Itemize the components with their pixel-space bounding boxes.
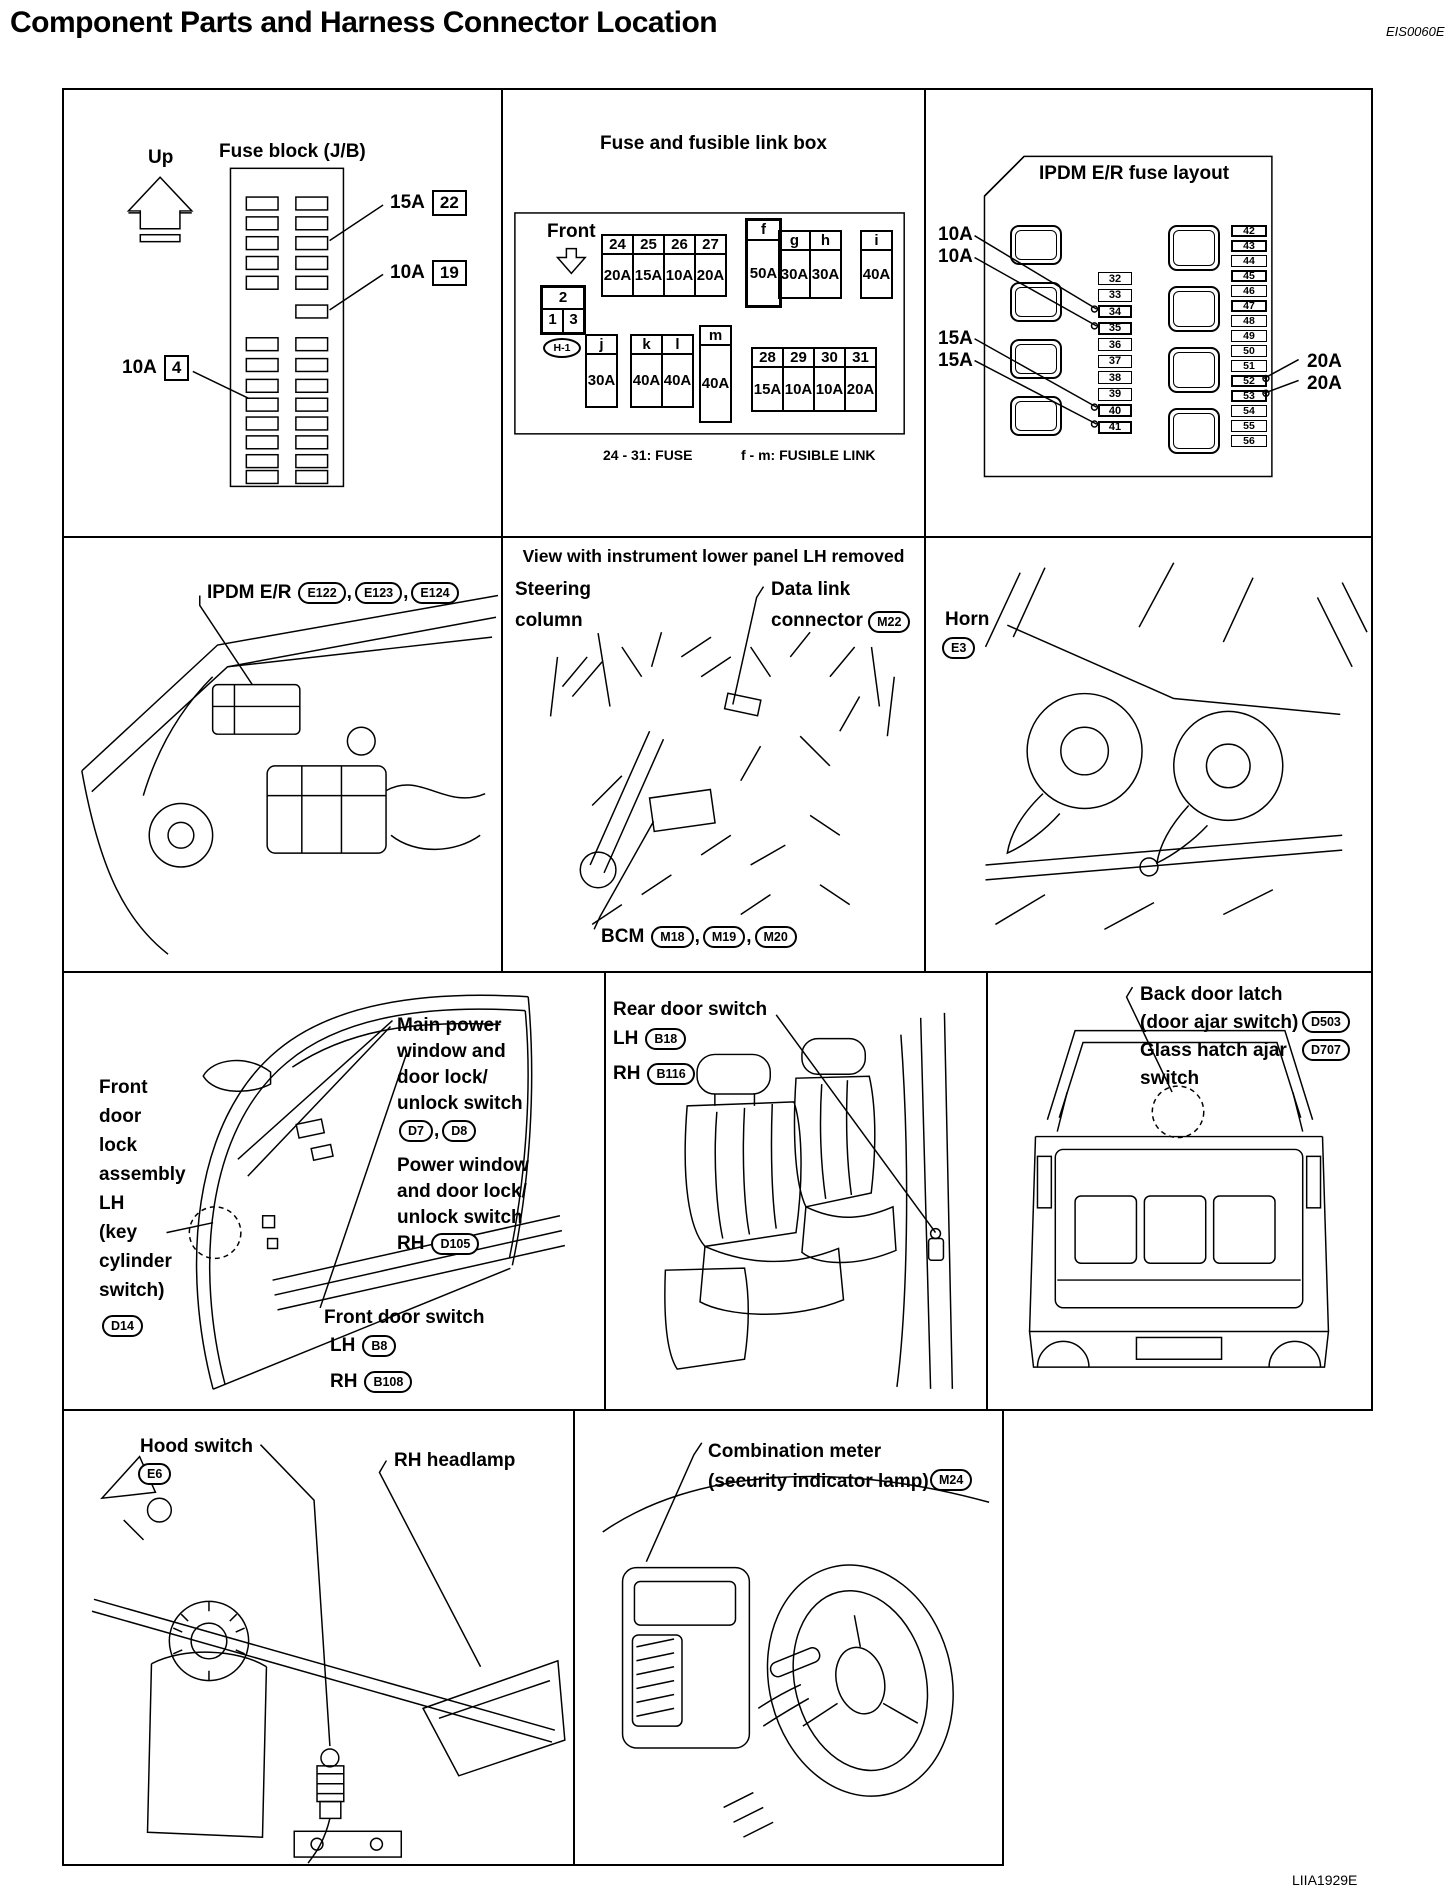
fuse-block-title: Fuse block (J/B) — [219, 141, 366, 162]
ipdm-fuse: 54 — [1231, 405, 1267, 417]
ipdm-fuse: 55 — [1231, 420, 1267, 432]
ipdm-relay-column-2 — [1168, 225, 1220, 469]
connector-badge: D707 — [1302, 1039, 1350, 1061]
fuse-cell: 29 10A — [782, 347, 815, 412]
fuse-cell: 24 20A — [601, 234, 634, 297]
ipdm-fuse: 38 — [1098, 371, 1132, 384]
front-arrow-icon — [557, 249, 585, 274]
connector-badge: D105 — [431, 1233, 479, 1255]
panel-ipdm-fuse-layout — [924, 88, 1373, 538]
fusible-links-k-l — [632, 334, 694, 408]
connector-badges — [298, 582, 458, 604]
relay-slot — [1168, 408, 1220, 454]
ipdm-fuse: 35 — [1098, 322, 1132, 335]
fuse-cell: 31 20A — [844, 347, 877, 412]
relay-slot — [1010, 282, 1062, 322]
fuse-cell: 27 20A — [694, 234, 727, 297]
ipdm-mid-fuses — [1098, 272, 1132, 437]
connector-badge-wrap — [411, 582, 458, 604]
connector-badge: M18 — [651, 926, 693, 948]
ipdm-fuse: 34 — [1098, 305, 1132, 318]
combination-meter-label: Combination meter (security indicator lamp) — [708, 1441, 929, 1492]
up-label: Up — [148, 147, 174, 168]
fuse-cell: h 30A — [809, 230, 842, 299]
panel-back-door — [986, 971, 1373, 1411]
connector-badge: D503 — [1302, 1011, 1350, 1033]
connector-badge-wrap — [298, 582, 354, 604]
ipdm-fuse: 33 — [1098, 289, 1132, 302]
fuse-cell: l 40A — [661, 334, 694, 408]
panel-fuse-link-box — [501, 88, 926, 538]
power-window-rh-label: Power window and door lock/ unlock switch — [397, 1155, 529, 1228]
ipdm-fuse: 42 — [1231, 225, 1267, 237]
rear-door-switch-label: Rear door switch — [613, 999, 768, 1020]
fusible-link-m: m 40A — [699, 325, 732, 423]
rear-door-switch-rh: RH B116 — [613, 1063, 695, 1085]
latch-location-marker — [1152, 1086, 1203, 1137]
relay-slot — [1168, 286, 1220, 332]
ipdm-fuse: 47 — [1231, 300, 1267, 312]
amp-value: 10A — [122, 356, 157, 378]
rh-headlamp-label: RH headlamp — [394, 1450, 516, 1471]
panel-fuse-block — [62, 88, 503, 538]
relay-slot — [1010, 339, 1062, 379]
up-arrow-icon — [128, 177, 191, 241]
connector-badge: E6 — [138, 1463, 171, 1485]
rear-door-switch-part — [929, 1239, 944, 1261]
ipdm-fuse: 49 — [1231, 330, 1267, 342]
ipdm-layout-drawing — [926, 90, 1371, 536]
doc-code: EIS0060E — [1386, 24, 1445, 39]
steering-column-label: Steering column — [515, 579, 592, 631]
connector-badge-wrap — [442, 1120, 476, 1142]
connector-badge: M24 — [930, 1469, 972, 1491]
connector-badge: D8 — [442, 1120, 476, 1142]
ipdm-fuse: 53 — [1231, 390, 1267, 402]
fuse-link-box-title: Fuse and fusible link box — [600, 133, 827, 154]
connector-badge-wrap — [399, 1120, 442, 1142]
amp-callout: 10A — [938, 224, 973, 245]
fusible-link-f: f 50A — [745, 218, 782, 308]
panel-ipdm-location — [62, 536, 503, 973]
connector-badge-wrap — [703, 926, 755, 948]
fusible-links-g-h — [780, 230, 842, 299]
connector-badge: D14 — [102, 1315, 143, 1337]
ipdm-fuse: 56 — [1231, 435, 1267, 447]
fuse-cell: 25 15A — [632, 234, 665, 297]
ipdm-fuse: 50 — [1231, 345, 1267, 357]
amp-callout: 15A — [938, 350, 973, 371]
fuse-group-28-31 — [753, 347, 877, 412]
callout-fuse-4 — [122, 355, 189, 381]
ipdm-fuse: 36 — [1098, 338, 1132, 351]
rear-door-switch-lh: LH B18 — [613, 1028, 686, 1050]
fuse-cell: 26 10A — [663, 234, 696, 297]
fuse-cell: k 40A — [630, 334, 663, 408]
ipdm-fuse: 39 — [1098, 388, 1132, 401]
connector-badge: M19 — [703, 926, 745, 948]
connector-badge: M20 — [755, 926, 797, 948]
instrument-view-title: View with instrument lower panel LH removed — [522, 546, 905, 566]
amp-callout: 20A — [1307, 351, 1342, 372]
front-label: Front — [547, 221, 596, 242]
connector-badge: D7 — [399, 1120, 433, 1142]
data-link-connector-label: Data link connector M22 — [771, 574, 910, 636]
power-window-rh-badge: RH D105 — [397, 1233, 479, 1255]
callout-fuse-22 — [390, 190, 467, 216]
main-power-window-badges — [399, 1120, 476, 1142]
front-door-switch-lh: LH B8 — [330, 1335, 396, 1357]
relay-slot — [1168, 225, 1220, 271]
ipdm-fuse: 51 — [1231, 360, 1267, 372]
connector-badge: E124 — [411, 582, 458, 604]
back-door-latch-label-1: Back door latch — [1140, 984, 1283, 1005]
ipdm-relay-column-1 — [1010, 225, 1062, 453]
front-door-switch-label: Front door switch — [324, 1307, 485, 1328]
fuse-number-box: 19 — [432, 260, 467, 286]
fusible-link-j: j 30A — [585, 334, 618, 408]
ipdm-fuse: 37 — [1098, 355, 1132, 368]
relay-slot — [1010, 396, 1062, 436]
ipdm-fuse: 48 — [1231, 315, 1267, 327]
fuse-cell: 28 15A — [751, 347, 784, 412]
glass-hatch-label-2: switch — [1140, 1068, 1200, 1089]
fuse-group-24-27 — [603, 234, 727, 297]
ipdm-fuse: 45 — [1231, 270, 1267, 282]
panel-instrument-view — [501, 536, 926, 973]
connector-badge: B18 — [645, 1028, 686, 1050]
panel-hood-switch — [62, 1409, 575, 1866]
panel-rear-door-switch — [604, 971, 988, 1411]
main-power-window-label: Main power window and door lock/ unlock switch — [397, 1015, 523, 1114]
amp-value: 15A — [390, 191, 425, 213]
ipdm-fuse: 41 — [1098, 421, 1132, 434]
amp-callout: 10A — [938, 246, 973, 267]
connector-badge: B8 — [362, 1335, 396, 1357]
connector-badge: E3 — [942, 637, 975, 659]
glass-hatch-label-1: Glass hatch ajar — [1140, 1040, 1287, 1061]
relay-slot — [1168, 347, 1220, 393]
caption-fuse: 24 - 31: FUSE — [603, 447, 693, 463]
back-door-latch-label-2: (door ajar switch) — [1140, 1012, 1299, 1033]
amp-value: 10A — [390, 261, 425, 283]
ipdm-fuse: 32 — [1098, 272, 1132, 285]
ipdm-fuse: 44 — [1231, 255, 1267, 267]
ipdm-fuse: 43 — [1231, 240, 1267, 252]
ipdm-fuse: 46 — [1231, 285, 1267, 297]
bcm-label: BCM M18 , M19 , M20 — [601, 926, 797, 948]
callout-fuse-19 — [390, 260, 467, 286]
horn-drawing — [926, 538, 1371, 971]
connector-badge: E122 — [298, 582, 345, 604]
connector-badge: M22 — [868, 611, 910, 633]
h1-badge: H-1 — [543, 338, 581, 358]
panel-combination-meter — [573, 1409, 1004, 1866]
caption-fusible-link: f - m: FUSIBLE LINK — [741, 447, 876, 463]
panel-front-door — [62, 971, 606, 1411]
connector-badge: B116 — [647, 1063, 694, 1085]
connector-badge-wrap — [355, 582, 411, 604]
figure-code: LIIA1929E — [1292, 1872, 1358, 1888]
hood-switch-label: Hood switch — [140, 1436, 253, 1457]
fuse-cell: 30 10A — [813, 347, 846, 412]
connector-block-2-1-3: 2 1 3 — [540, 285, 586, 335]
amp-callout: 20A — [1307, 373, 1342, 394]
ipdm-right-fuses — [1231, 225, 1267, 450]
ipdm-fuse: 40 — [1098, 404, 1132, 417]
ipdm-er-label: IPDM E/R E122 , E123 , E124 — [207, 582, 459, 604]
amp-callout: 15A — [938, 328, 973, 349]
fuse-number-box: 4 — [164, 355, 189, 381]
relay-slot — [1010, 225, 1062, 265]
horn-label: Horn — [945, 609, 990, 630]
connector-badges — [651, 926, 797, 948]
fuse-number-box: 22 — [432, 190, 467, 216]
fuse-cell: g 30A — [778, 230, 811, 299]
front-door-lock-label: Front door lock assembly LH (key cylinder switch) — [99, 1077, 186, 1301]
ipdm-fuse: 52 — [1231, 375, 1267, 387]
page-title: Component Parts and Harness Connector Location — [10, 6, 718, 39]
fusible-link-i: i 40A — [860, 230, 893, 299]
hood-switch-part — [308, 1749, 344, 1863]
panel-horn — [924, 536, 1373, 973]
connector-badge-wrap — [651, 926, 703, 948]
front-door-switch-rh: RH B108 — [330, 1371, 412, 1393]
ipdm-layout-title: IPDM E/R fuse layout — [1039, 163, 1230, 184]
connector-badge-wrap — [755, 926, 797, 948]
connector-badge: E123 — [355, 582, 402, 604]
connector-badge: B108 — [364, 1371, 412, 1393]
